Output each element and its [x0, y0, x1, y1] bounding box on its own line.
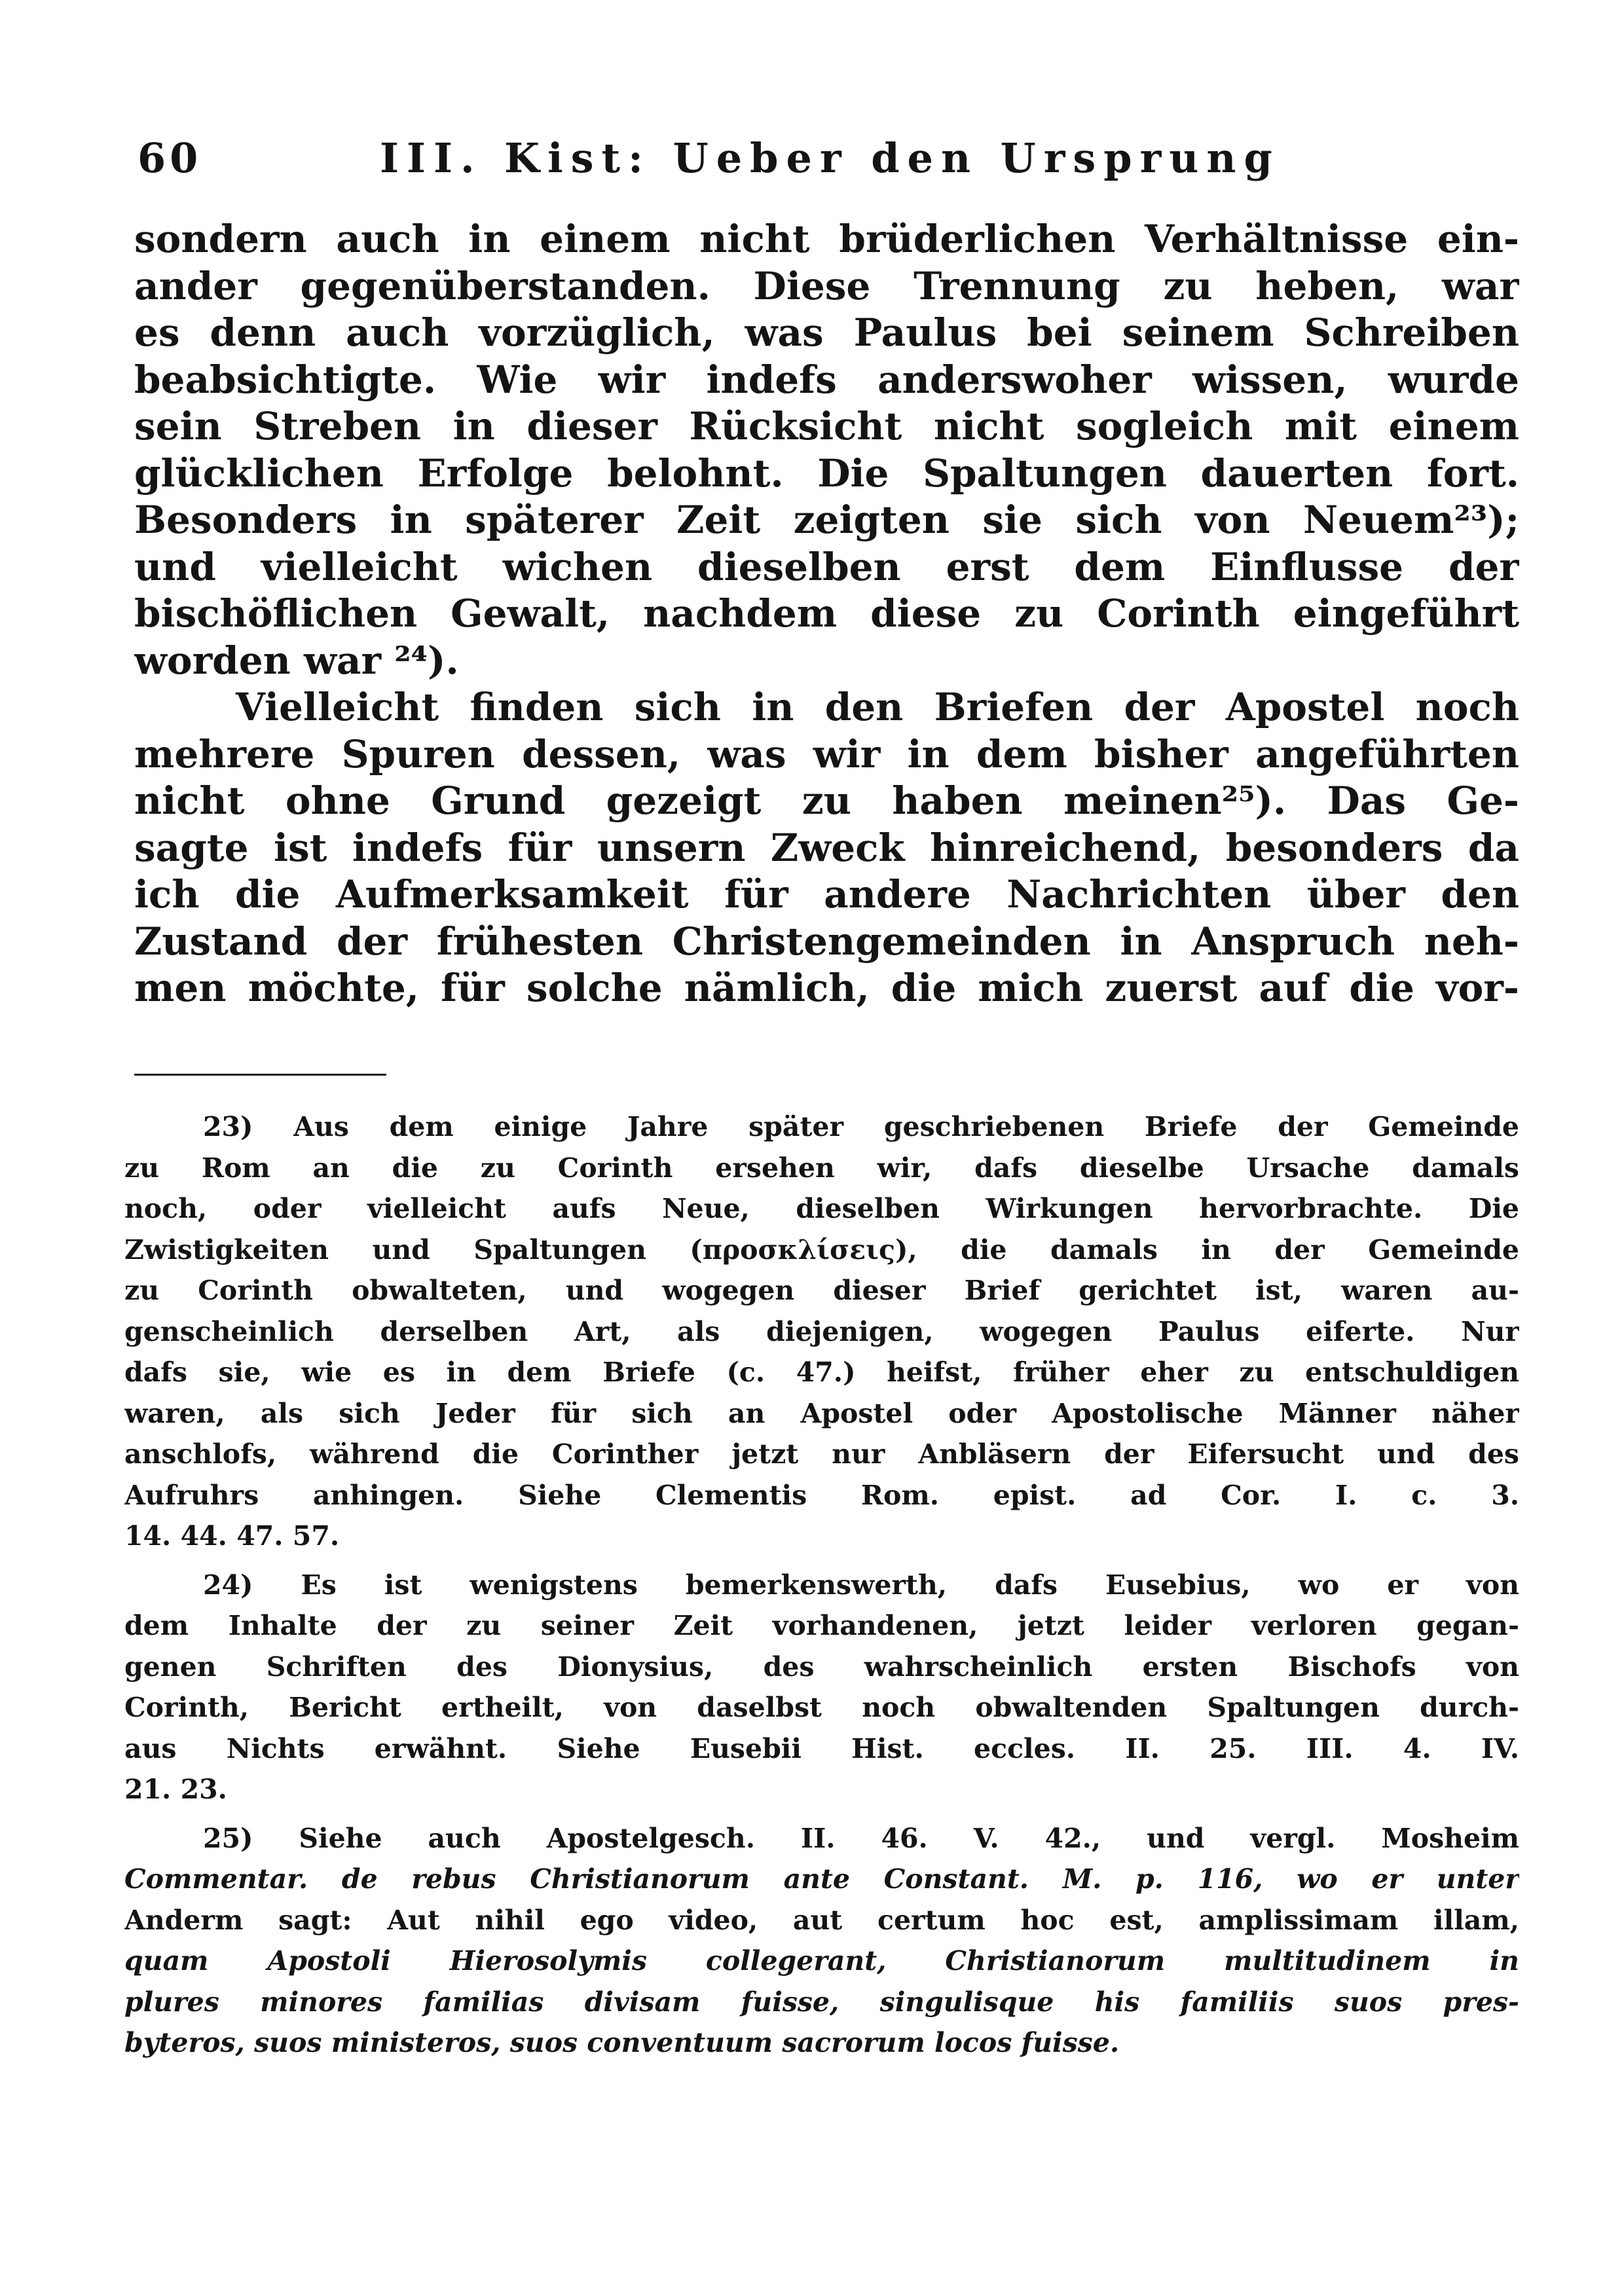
text-line: und vielleicht wichen dieselben erst dem Einflusse der	[134, 544, 1519, 589]
footnote-line: byteros, suos ministeros, suos conventuum sacrorum locos fuisse.	[124, 2027, 1120, 2058]
footnote-line: plures minores familias divisam fuisse, singulisque his familiis suos pres-	[124, 1986, 1519, 2018]
footnote-line: anschlofs, während die Corinther jetzt nur Anbläsern der Eifersucht und des	[124, 1438, 1519, 1470]
text-line: ich die Aufmerksamkeit für andere Nachrichten über den	[134, 872, 1519, 917]
text-line: sagte ist indefs für unsern Zweck hinreichend, besonders da	[134, 825, 1519, 870]
footnote-line: aus Nichts erwähnt. Siehe Eusebii Hist. eccles. II. 25. III. 4. IV.	[124, 1732, 1519, 1764]
footnote-line: dafs sie, wie es in dem Briefe (c. 47.) heifst, früher eher zu entschuldigen	[124, 1357, 1519, 1388]
footnote-line: 21. 23.	[124, 1774, 227, 1805]
text-line: Zustand der frühesten Christengemeinden in Anspruch neh-	[134, 919, 1519, 964]
footnote-line: 25) Siehe auch Apostelgesch. II. 46. V. 42., und vergl. Mosheim	[203, 1822, 1519, 1854]
text-line: beabsichtigte. Wie wir indefs anderswoher wissen, wurde	[134, 357, 1519, 402]
footnote-line: genen Schriften des Dionysius, des wahrscheinlich ersten Bischofs von	[124, 1650, 1519, 1683]
footnote-line: noch, oder vielleicht aufs Neue, dieselben Wirkungen hervorbrachte. Die	[124, 1193, 1519, 1224]
page-number: 60	[138, 134, 202, 182]
footnote-line: Corinth, Bericht ertheilt, von daselbst noch obwaltenden Spaltungen durch-	[124, 1692, 1519, 1723]
main-text	[134, 216, 1519, 1012]
text-line: mehrere Spuren dessen, was wir in dem bisher angeführten	[134, 731, 1519, 776]
text-line: nicht ohne Grund gezeigt zu haben meinen²⁵). Das Ge-	[134, 778, 1519, 823]
text-line: ander gegenüberstanden. Diese Trennung zu heben, war	[134, 263, 1519, 308]
text-line: men möchte, für solche nämlich, die mich zuerst auf die vor-	[134, 966, 1519, 1010]
text-line: glücklichen Erfolge belohnt. Die Spaltungen dauerten fort.	[134, 450, 1519, 496]
footnote-line: 14. 44. 47. 57.	[124, 1520, 340, 1552]
footnote-line: Aufruhrs anhingen. Siehe Clementis Rom. epist. ad Cor. I. c. 3.	[124, 1479, 1519, 1511]
running-header	[131, 134, 1519, 206]
footnote-divider	[134, 1074, 386, 1076]
footnote-line: dem Inhalte der zu seiner Zeit vorhandenen, jetzt leider verloren gegan-	[124, 1610, 1519, 1641]
footnote-line: 24) Es ist wenigstens bemerkenswerth, dafs Eusebius, wo er von	[203, 1569, 1519, 1601]
footnote-line: Commentar. de rebus Christianorum ante Constant. M. p. 116, wo er unter	[124, 1863, 1519, 1895]
footnote-line: genscheinlich derselben Art, als diejenigen, wogegen Paulus eiferte. Nur	[124, 1315, 1519, 1347]
text-line: Besonders in späterer Zeit zeigten sie sich von Neuem²³);	[134, 498, 1519, 542]
footnote-line: zu Corinth obwalteten, und wogegen dieser Brief gerichtet ist, waren au-	[124, 1275, 1519, 1306]
footnote-25	[124, 1818, 1519, 2064]
text-line: bischöflichen Gewalt, nachdem diese zu Corinth eingeführt	[134, 591, 1519, 636]
footnote-line: quam Apostoli Hierosolymis collegerant, Christianorum multitudinem in	[124, 1945, 1519, 1977]
text-line: worden war ²⁴).	[134, 638, 459, 683]
text-line: es denn auch vorzüglich, was Paulus bei seinem Schreiben	[134, 310, 1519, 355]
footnote-line: waren, als sich Jeder für sich an Apostel oder Apostolische Männer näher	[124, 1397, 1519, 1429]
running-title: III. Kist: Ueber den Ursprung	[380, 134, 1280, 182]
text-line: sein Streben in dieser Rücksicht nicht sogleich mit einem	[134, 404, 1519, 448]
footnote-23	[124, 1106, 1519, 1557]
text-line: Vielleicht finden sich in den Briefen der Apostel noch	[236, 685, 1519, 729]
footnotes	[124, 1106, 1519, 2064]
footnote-line: Anderm sagt: Aut nihil ego video, aut certum hoc est, amplissimam illam,	[124, 1904, 1519, 1936]
footnote-line: zu Rom an die zu Corinth ersehen wir, dafs dieselbe Ursache damals	[124, 1152, 1519, 1184]
footnote-24	[124, 1565, 1519, 1810]
footnote-line: Zwistigkeiten und Spaltungen (προσκλίσεις), die damals in der Gemeinde	[124, 1233, 1519, 1266]
footnote-line: 23) Aus dem einige Jahre später geschriebenen Briefe der Gemeinde	[203, 1111, 1519, 1142]
text-line: sondern auch in einem nicht brüderlichen Verhältnisse ein-	[134, 217, 1519, 261]
